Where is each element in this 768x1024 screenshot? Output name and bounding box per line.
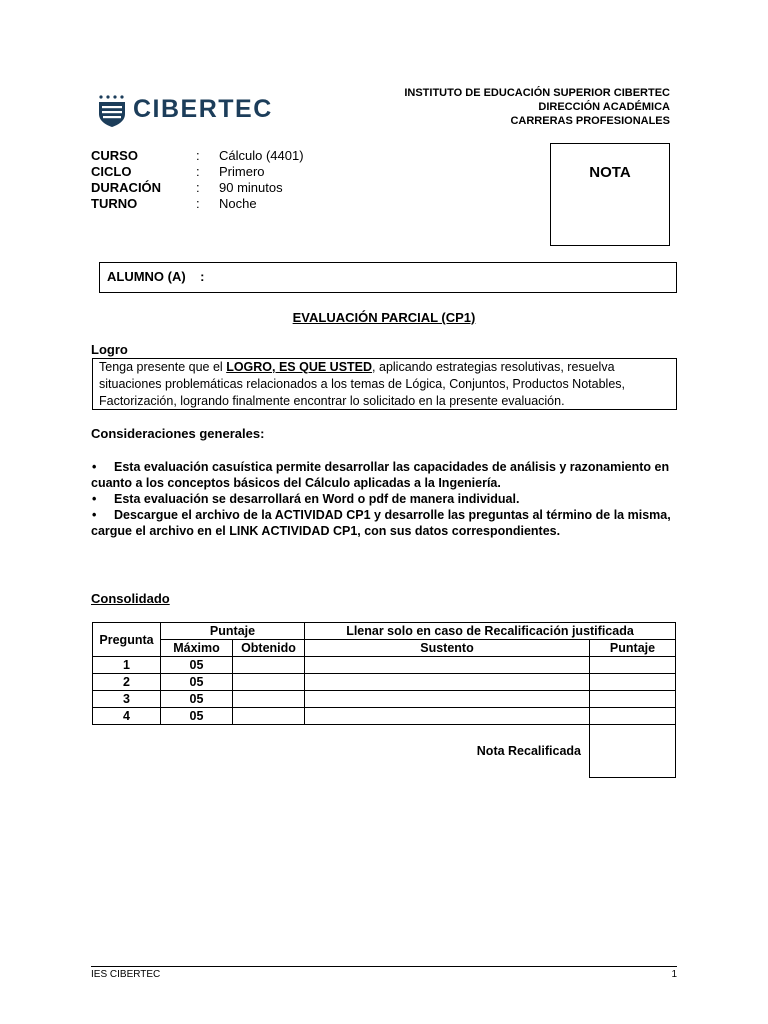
exam-title-text: EVALUACIÓN PARCIAL (CP1) [292, 310, 476, 325]
footer-institution: IES CIBERTEC [91, 969, 161, 980]
logo-text: CIBERTEC [133, 95, 273, 123]
header-maximo: Máximo [161, 640, 233, 657]
cell-sustento[interactable] [305, 708, 590, 725]
alumno-field[interactable] [99, 262, 677, 293]
logro-label: Logro [91, 342, 128, 357]
cell-obtenido[interactable] [233, 657, 305, 674]
cell-maximo: 05 [161, 674, 233, 691]
table-row [93, 657, 676, 674]
info-value: Primero [219, 164, 265, 179]
info-colon: : [196, 164, 200, 179]
info-label: CICLO [91, 164, 132, 179]
header-obtenido: Obtenido [233, 640, 305, 657]
info-value: Noche [219, 196, 257, 211]
logro-text-underlined: LOGRO, ES QUE USTED [226, 360, 373, 374]
alumno-label: ALUMNO (A) : [107, 269, 205, 284]
cell-pregunta: 3 [93, 691, 161, 708]
cell-pregunta: 2 [93, 674, 161, 691]
header-recalificacion: Llenar solo en caso de Recalificación justificada [305, 623, 676, 640]
logro-text-after: , aplicando estrategias resolutivas, resuelva situaciones problemáticas relacionados a los temas de Lógica, Conjuntos, Productos Notables, Factorización, logrando finalmente encontrar lo solicitado en la presente evaluación. [99, 360, 625, 408]
cell-maximo: 05 [161, 691, 233, 708]
cell-maximo: 05 [161, 657, 233, 674]
cell-puntaje[interactable] [590, 657, 676, 674]
list-item [91, 491, 681, 507]
list-item [91, 507, 681, 539]
cell-puntaje[interactable] [590, 691, 676, 708]
info-colon: : [196, 148, 200, 163]
cell-sustento[interactable] [305, 691, 590, 708]
cell-puntaje[interactable] [590, 674, 676, 691]
cell-pregunta: 1 [93, 657, 161, 674]
consolidado-title: Consolidado [91, 591, 170, 606]
logro-box [92, 358, 677, 410]
cell-obtenido[interactable] [233, 708, 305, 725]
bullet-icon: • [92, 492, 97, 506]
info-colon: : [196, 180, 200, 195]
table-row [93, 708, 676, 725]
info-colon: : [196, 196, 200, 211]
info-value: 90 minutos [219, 180, 283, 195]
header-puntaje-recal: Puntaje [590, 640, 676, 657]
logro-text [99, 359, 671, 410]
cell-sustento[interactable] [305, 674, 590, 691]
list-item-text: Esta evaluación se desarrollará en Word o pdf de manera individual. [114, 492, 520, 506]
exam-title [0, 310, 768, 325]
considerations-list [91, 459, 681, 539]
info-label: TURNO [91, 196, 138, 211]
table-row [93, 691, 676, 708]
considerations-title: Consideraciones generales: [91, 426, 265, 441]
header-puntaje: Puntaje [161, 623, 305, 640]
nota-recalificada-label: Nota Recalificada [476, 744, 581, 759]
info-label: CURSO [91, 148, 138, 163]
header-pregunta: Pregunta [93, 623, 161, 657]
bullet-icon: • [92, 460, 97, 474]
info-value: Cálculo (4401) [219, 148, 304, 163]
list-item-text: Esta evaluación casuística permite desarrollar las capacidades de análisis y razonamiento en cuanto a los conceptos básicos del Cálculo aplicadas a la Ingeniería. [91, 460, 670, 490]
cell-obtenido[interactable] [233, 691, 305, 708]
institution-line-2: DIRECCIÓN ACADÉMICA [538, 101, 670, 113]
cell-pregunta: 4 [93, 708, 161, 725]
info-label: DURACIÓN [91, 180, 162, 195]
header-sustento: Sustento [305, 640, 590, 657]
list-item [91, 459, 681, 491]
page-number: 1 [671, 969, 677, 980]
nota-recalificada-cell[interactable] [590, 725, 676, 778]
cell-obtenido[interactable] [233, 674, 305, 691]
nota-label: NOTA [589, 164, 631, 181]
logro-text-before: Tenga presente que el [99, 360, 227, 374]
nota-box[interactable] [550, 143, 670, 246]
cibertec-shield-icon [97, 94, 127, 128]
institution-line-3: CARRERAS PROFESIONALES [510, 115, 670, 127]
institution-line-1: INSTITUTO DE EDUCACIÓN SUPERIOR CIBERTEC [404, 87, 670, 99]
list-item-text: Descargue el archivo de la ACTIVIDAD CP1 y desarrolle las preguntas al término de la misma, cargue el archivo en el LINK ACTIVIDAD CP1, con sus datos correspondientes. [91, 508, 671, 538]
cibertec-logo [97, 94, 273, 128]
cell-maximo: 05 [161, 708, 233, 725]
bullet-icon: • [92, 508, 97, 522]
cell-puntaje[interactable] [590, 708, 676, 725]
table-row [93, 674, 676, 691]
consolidado-table [92, 622, 676, 778]
footer-divider [91, 966, 677, 967]
cell-sustento[interactable] [305, 657, 590, 674]
